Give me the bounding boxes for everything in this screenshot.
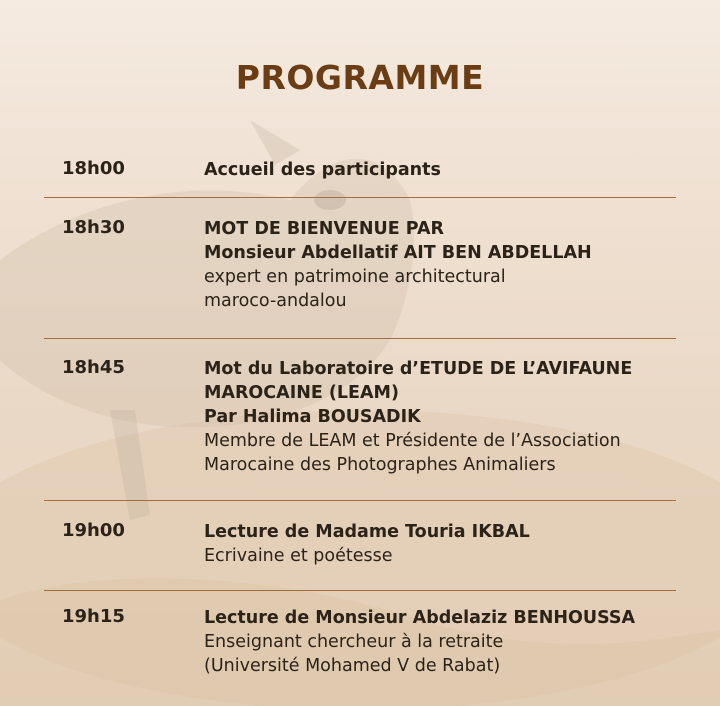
time-label: 19h15 — [62, 606, 125, 627]
item-line: expert en patrimoine architectural — [204, 267, 506, 287]
item-line: Accueil des participants — [204, 160, 441, 180]
item-line: Monsieur Abdellatif AIT BEN ABDELLAH — [204, 243, 592, 263]
item-line: maroco-andalou — [204, 291, 347, 311]
page-title: PROGRAMME — [235, 58, 485, 97]
item-description — [204, 158, 676, 182]
time-label: 18h00 — [62, 158, 125, 179]
time-label: 19h00 — [62, 520, 125, 541]
item-line: Enseignant chercheur à la retraite — [204, 632, 504, 652]
divider — [44, 197, 676, 198]
divider — [44, 500, 676, 501]
item-line: Ecrivaine et poétesse — [204, 546, 393, 566]
item-line: Lecture de Monsieur Abdelaziz BENHOUSSA — [204, 608, 636, 628]
item-line: Membre de LEAM et Présidente de l’Association — [204, 431, 621, 451]
item-line: Lecture de Madame Touria IKBAL — [204, 522, 530, 542]
item-line: Marocaine des Photographes Animaliers — [204, 455, 556, 475]
item-line: Par Halima BOUSADIK — [204, 407, 421, 427]
item-description — [204, 357, 676, 477]
item-description — [204, 606, 676, 678]
item-description — [204, 217, 676, 313]
item-line: MAROCAINE (LEAM) — [204, 383, 399, 403]
divider — [44, 338, 676, 339]
item-line: Mot du Laboratoire d’ETUDE DE L’AVIFAUNE — [204, 359, 633, 379]
time-label: 18h30 — [62, 217, 125, 238]
item-line: (Université Mohamed V de Rabat) — [204, 656, 501, 676]
divider — [44, 590, 676, 591]
item-description — [204, 520, 676, 568]
time-label: 18h45 — [62, 357, 125, 378]
item-line: MOT DE BIENVENUE PAR — [204, 219, 444, 239]
